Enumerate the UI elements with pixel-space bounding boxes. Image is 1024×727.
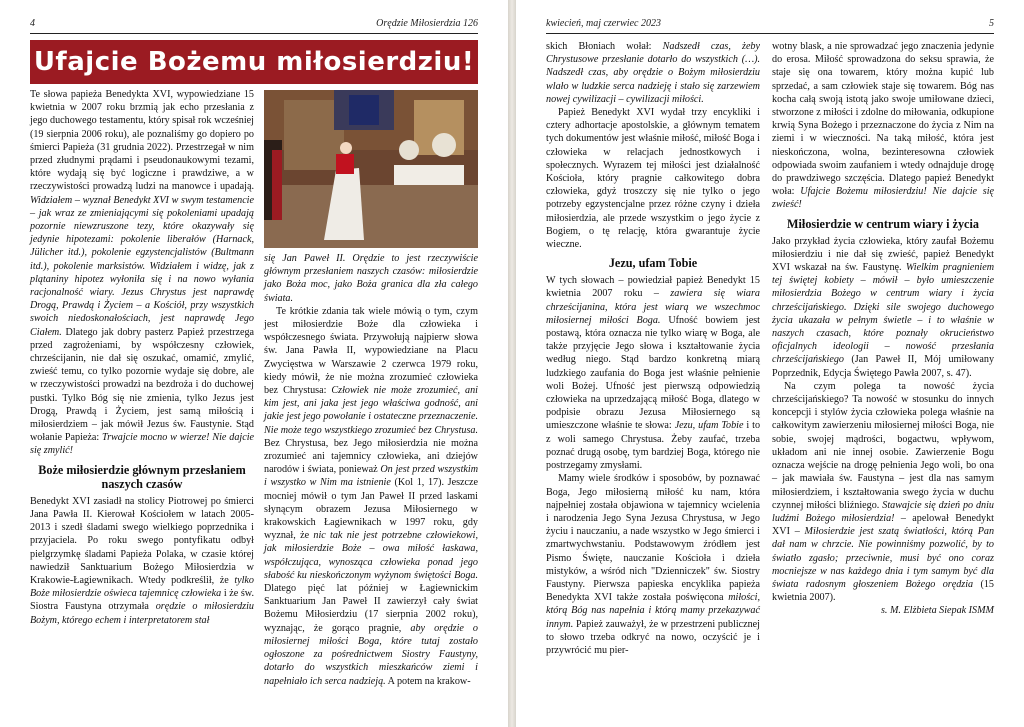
left-column-1 xyxy=(30,88,254,627)
paragraph: Jako przykład życia człowieka, który zaufał Bożemu miłosierdziu i nie dał się zwieść, papież Benedykt XVI wskazał na św. Faustynę. Wielkim pragnieniem tej świętej kobiety – mówił – było umieszczenie miłosierdzia Bożego w centrum wiary i życia chrześcijańskiego. Dzięki sile swojego duchowego życia ukazała w pełnym świetle – i to właśnie w naszych czasach, które poznały okrucieństwo oficjalnych ideologii – nowość przesłania chrześcijańskiego (Jan Paweł II, Mój umiłowany Poprzednik, Edycja Świętego Pawła 2007, s. 47). xyxy=(772,235,995,379)
left-page xyxy=(0,0,508,727)
paragraph: wotny blask, a nie sprowadzać jego znaczenia jedynie do erosa. Miłość sprowadzona do seksu sprawia, że staje się ona towarem, który można kupić lub sprzedać, a sam człowiek staje się towarem. Bóg nas kocha całą swoją istotą jako swoje umiłowane dzieci, stworzone z miłości i zdolne do miłowania, odkupione krwią Syna Bożego i przeznaczone do życia z Nim na ziemi i w wieczności. Na taką miłość, która jest nieskończona, wolna, bezinteresowna człowiek odpowiada swoim zaufaniem i wtedy odnajduje drogę do prawdziwego szczęścia. Dlatego papież Benedykt woła: Ufajcie Bożemu miłosierdziu! Nie dajcie się zwieść! xyxy=(772,41,995,211)
subheading: Boże miłosierdzie głównym przesłaniem naszych czasów xyxy=(38,462,246,491)
right-page-number: 5 xyxy=(989,18,994,29)
right-page xyxy=(516,0,1024,727)
paragraph: skich Błoniach wołał: Nadszedł czas, żeby Chrystusowe przesłanie dotarło do wszystkich (…). Nadszedł czas, aby orędzie o Bożym miłosierdziu wlało w ludzkie serca nadzieję i stało się zarzewiem nowej cywilizacji – cywilizacji miłości. xyxy=(546,41,760,105)
right-running-head: kwiecień, maj czerwiec 2023 xyxy=(546,18,661,29)
paragraph: Na czym polega ta nowość życia chrześcijańskiego? Ta nowość w stosunku do innych koncepcji i stylów życia człowieka polega właśnie na całkowitym zawierzeniu miłosiernej miłości Boga, nie sobie, swojej mądrości, bogactwu, wpływom, układom ani nie innej osobie. Zawierzenie Bogu oznacza wejście na drogę pełnienia Jego woli, bo ona – jak mawiała św. Faustyna – jest dla nas samym miłosierdziem, i kształtowania swego życia w duchu czynnej miłości bliźniego. Stawajcie się dzień po dniu ludźmi Bożego miłosierdzia! – apelował Benedykt XVI – Miłosierdzie jest szatą światłości, którą Pan dał nam w chrzcie. Nie powinniśmy pozwolić, by to światło zgasło; przeciwnie, musi być ono coraz mocniejsze w nas każdego dnia i tym samym być dla świata radosnym głoszeniem Bożego orędzia (15 kwietnia 2007). xyxy=(772,380,995,604)
paragraph: Papież Benedykt XVI wydał trzy encykliki i cztery adhortacje apostolskie, a głównym tematem tych dokumentów jest właśnie miłość, miłość Boga i człowieka w relacjach jednostkowych i społecznych. Wyrazem tej miłości jest działalność Kościoła, który pragnie całkowitego dobra człowieka, gdyż troszczy się nie tylko o jego potrzeby egzystencjalne przez różne czyny i dzieła miłosierdzia, ale przede wszystkim o jego życie z Bogiem, o tę relację, która gwarantuje życie wieczne. xyxy=(546,107,760,251)
subheading: Jezu, ufam Tobie xyxy=(608,256,698,271)
paragraph: Mamy wiele środków i sposobów, by poznawać Boga, Jego miłosierną miłość ku nam, która najpełniej została objawiona w tajemnicy wcielenia i narodzenia Jego Syna Jezusa Chrystusa, w Jego życiu i nauczaniu, a nade wszystko w Jego śmierci i zmartwychwstaniu. Podstawowym źródłem jest Pismo Święte, nauczanie Kościoła i dzieła mistyków, a wśród nich "Dzienniczek" św. Siostry Faustyny. Pierwsza papieska encyklika papieża Benedykta XVI także została poświęcona miłości, którą Bóg nas napełnia i którą mamy przekazywać innym. Papież zauważył, że w przestrzeni publicznej to słowo trzeba odkryć na nowo, oczyścić je i przywrócić mu pier- xyxy=(546,473,760,656)
paragraph: Benedykt XVI zasiadł na stolicy Piotrowej po śmierci Jana Pawła II. Kierował Kościołem w latach 2005-2013 i szedł śladami swego wielkiego poprzednika i przyjaciela. Po roku swego pontyfikatu odbył pielgrzymkę śladami Papieża Polaka, w czasie której nawiedził Sanktuarium Bożego Miłosierdzia w Krakowie-Łagiewnikach. Wtedy podkreślił, że tylko Boże miłosierdzie oświeca tajemnicę człowieka i że św. Siostra Faustyna otrzymała orędzie o miłosierdziu Bożym, którego echem i interpretatorem stał xyxy=(30,495,254,626)
header-rule xyxy=(546,33,994,34)
right-column-1 xyxy=(546,40,760,657)
article-title: Ufajcie Bożemu miłosierdziu! xyxy=(33,47,475,77)
left-column-2 xyxy=(264,252,478,688)
author-signature: s. M. Elżbieta Siepak ISMM xyxy=(880,605,994,617)
paragraph: się Jan Paweł II. Orędzie to jest rzeczywiście głównym przesłaniem naszych czasów: miłosierdzie jako Boża moc, jako Boża granica dla zła całego świata. xyxy=(264,253,478,304)
subheading: Miłosierdzie w centrum wiary i życia xyxy=(787,216,979,231)
photo-illustration xyxy=(264,90,478,248)
paragraph: Te krótkie zdania tak wiele mówią o tym, czym jest miłosierdzie Boże dla człowieka i współczesnego świata. Przywołują najpierw słowa św. Jana Pawła II, wypowiedziane na Placu Zwycięstwa w Warszawie 2 czerwca 1979 roku, kiedy mówił, że nie można zrozumieć człowieka bez Chrystusa: Człowiek nie może zrozumieć, ani kim jest, ani jaka jest jego właściwa godność, ani jakie jest jego powołanie i ostateczne przeznaczenie. Nie może tego wszystkiego zrozumieć bez Chrystusa. Bez Chrystusa, bez Jego miłosierdzia nie można zrozumieć ani tajemnicy człowieka, ani dziejów narodów i świata, ponieważ On jest przed wszystkim i wszystko w Nim ma istnienie (Kol 1, 17). Jeszcze mocniej mówił o tym Jan Paweł II przed laskami słynącym obrazem Jezusa Miłosiernego w krakowskich Łagiewnikach w 1997 roku, gdy wyznał, że nic tak nie jest potrzebne człowiekowi, jak miłosierdzie Boże – owa miłość łaskawa, współczująca, wynosząca człowieka ponad jego słabość ku nieskończonym wyżynom świętości Boga. Dlatego pięć lat później w Łagiewnickim Sanktuarium Jan Paweł II zawierzył cały świat Bożemu Miłosierdziu (17 sierpnia 2002 roku), wyznając, że gorąco pragnie, aby orędzie o miłosiernej miłości Boga, które tutaj zostało ogłoszone za pośrednictwem Siostry Faustyny, dotarło do wszystkich mieszkańców ziemi i napełniało ich serca nadzieją. A potem na krakow- xyxy=(264,305,479,687)
page-gutter xyxy=(508,0,516,727)
paragraph: W tych słowach – powiedział papież Benedykt 15 kwietnia 2007 roku – zawiera się wiara chrześcijanina, która jest wiarą we wszechmoc miłosiernej miłości Boga. Ufność bowiem jest postawą, która oznacza nie tylko wiarę w Boga, ale także przyjęcie Jego słowa i kształtowanie życia według niego. Stąd bardzo konkretną miarą ludzkiego zaufania do Boga jest właśnie pełnienie woli Bożej. Ufność jest pierwszą odpowiedzią człowieka na uprzedzającą miłość Boga, dlatego w podpisie obrazu Jezusa Miłosiernego są umieszczone właśnie te słowa: Jezu, ufam Tobie i to z woli samego Chrystusa. Żeby zaufać, trzeba poznać drugą osobę, tym bardziej Boga, którego nie postrzegamy zmysłami. xyxy=(546,275,761,472)
left-running-head: Orędzie Miłosierdzia 126 xyxy=(376,18,478,29)
article-title-banner xyxy=(30,40,478,84)
left-page-number: 4 xyxy=(30,18,35,29)
right-column-2 xyxy=(772,40,994,618)
pope-prayer-photo xyxy=(264,90,478,248)
paragraph: Te słowa papieża Benedykta XVI, wypowiedziane 15 kwietnia w 2007 roku brzmią jak echo przesłania z jego duchowego testamentu, który spisał rok wcześniej (19 sierpnia 2006 roku), ale poznaliśmy go dopiero po śmierci Papieża (31 grudnia 2022). Przestrzegał w nim przed złudnymi prądami i pseudonaukowymi tezami, które wydają się być logiczne i prawdziwe, a w rzeczywistości prowadzą ludzi na manowce i upadają. Widziałem – wyznał Benedykt XVI w swym testamencie – jak wraz ze zmieniającymi się pokoleniami upadają pozornie niewzruszone tezy, które okazywały się jedynie hipotezami: pokolenie liberałów (Harnack, Jülicher itd.), pokolenie egzystencjalistów (Bultmann itd.), pokolenie marksistów. Widziałem i widzę, jak z plątaniny hipotez wyłoniła się i na nowo wyłania racjonalność wiary. Jezus Chrystus jest naprawdę Drogą, Prawdą i Życiem – a Kościół, przy wszystkich swoich niedoskonałościach, jest naprawdę Jego Ciałem. Dlatego jak dobry pasterz Papież przestrzega przed zagrożeniami, by współczesny człowiek, chrześcijanin, nie dał się oszukać, omamić, zmylić, zwieść temu, co tylko pozornie wydaje się dobre, ale w rzeczywistości prowadzi na bezdroża i do duchowej pustki. Tylko Bóg się nie zmienia, tylko Jezus jest Drogą, Prawdą i Życiem, jest samą miłością i miłosierdziem – jak mówił Jezus św. Faustynie. Stąd wołanie Papieża: Trwajcie mocno w wierze! Nie dajcie się zmylić! xyxy=(30,89,255,457)
header-rule xyxy=(30,33,478,34)
